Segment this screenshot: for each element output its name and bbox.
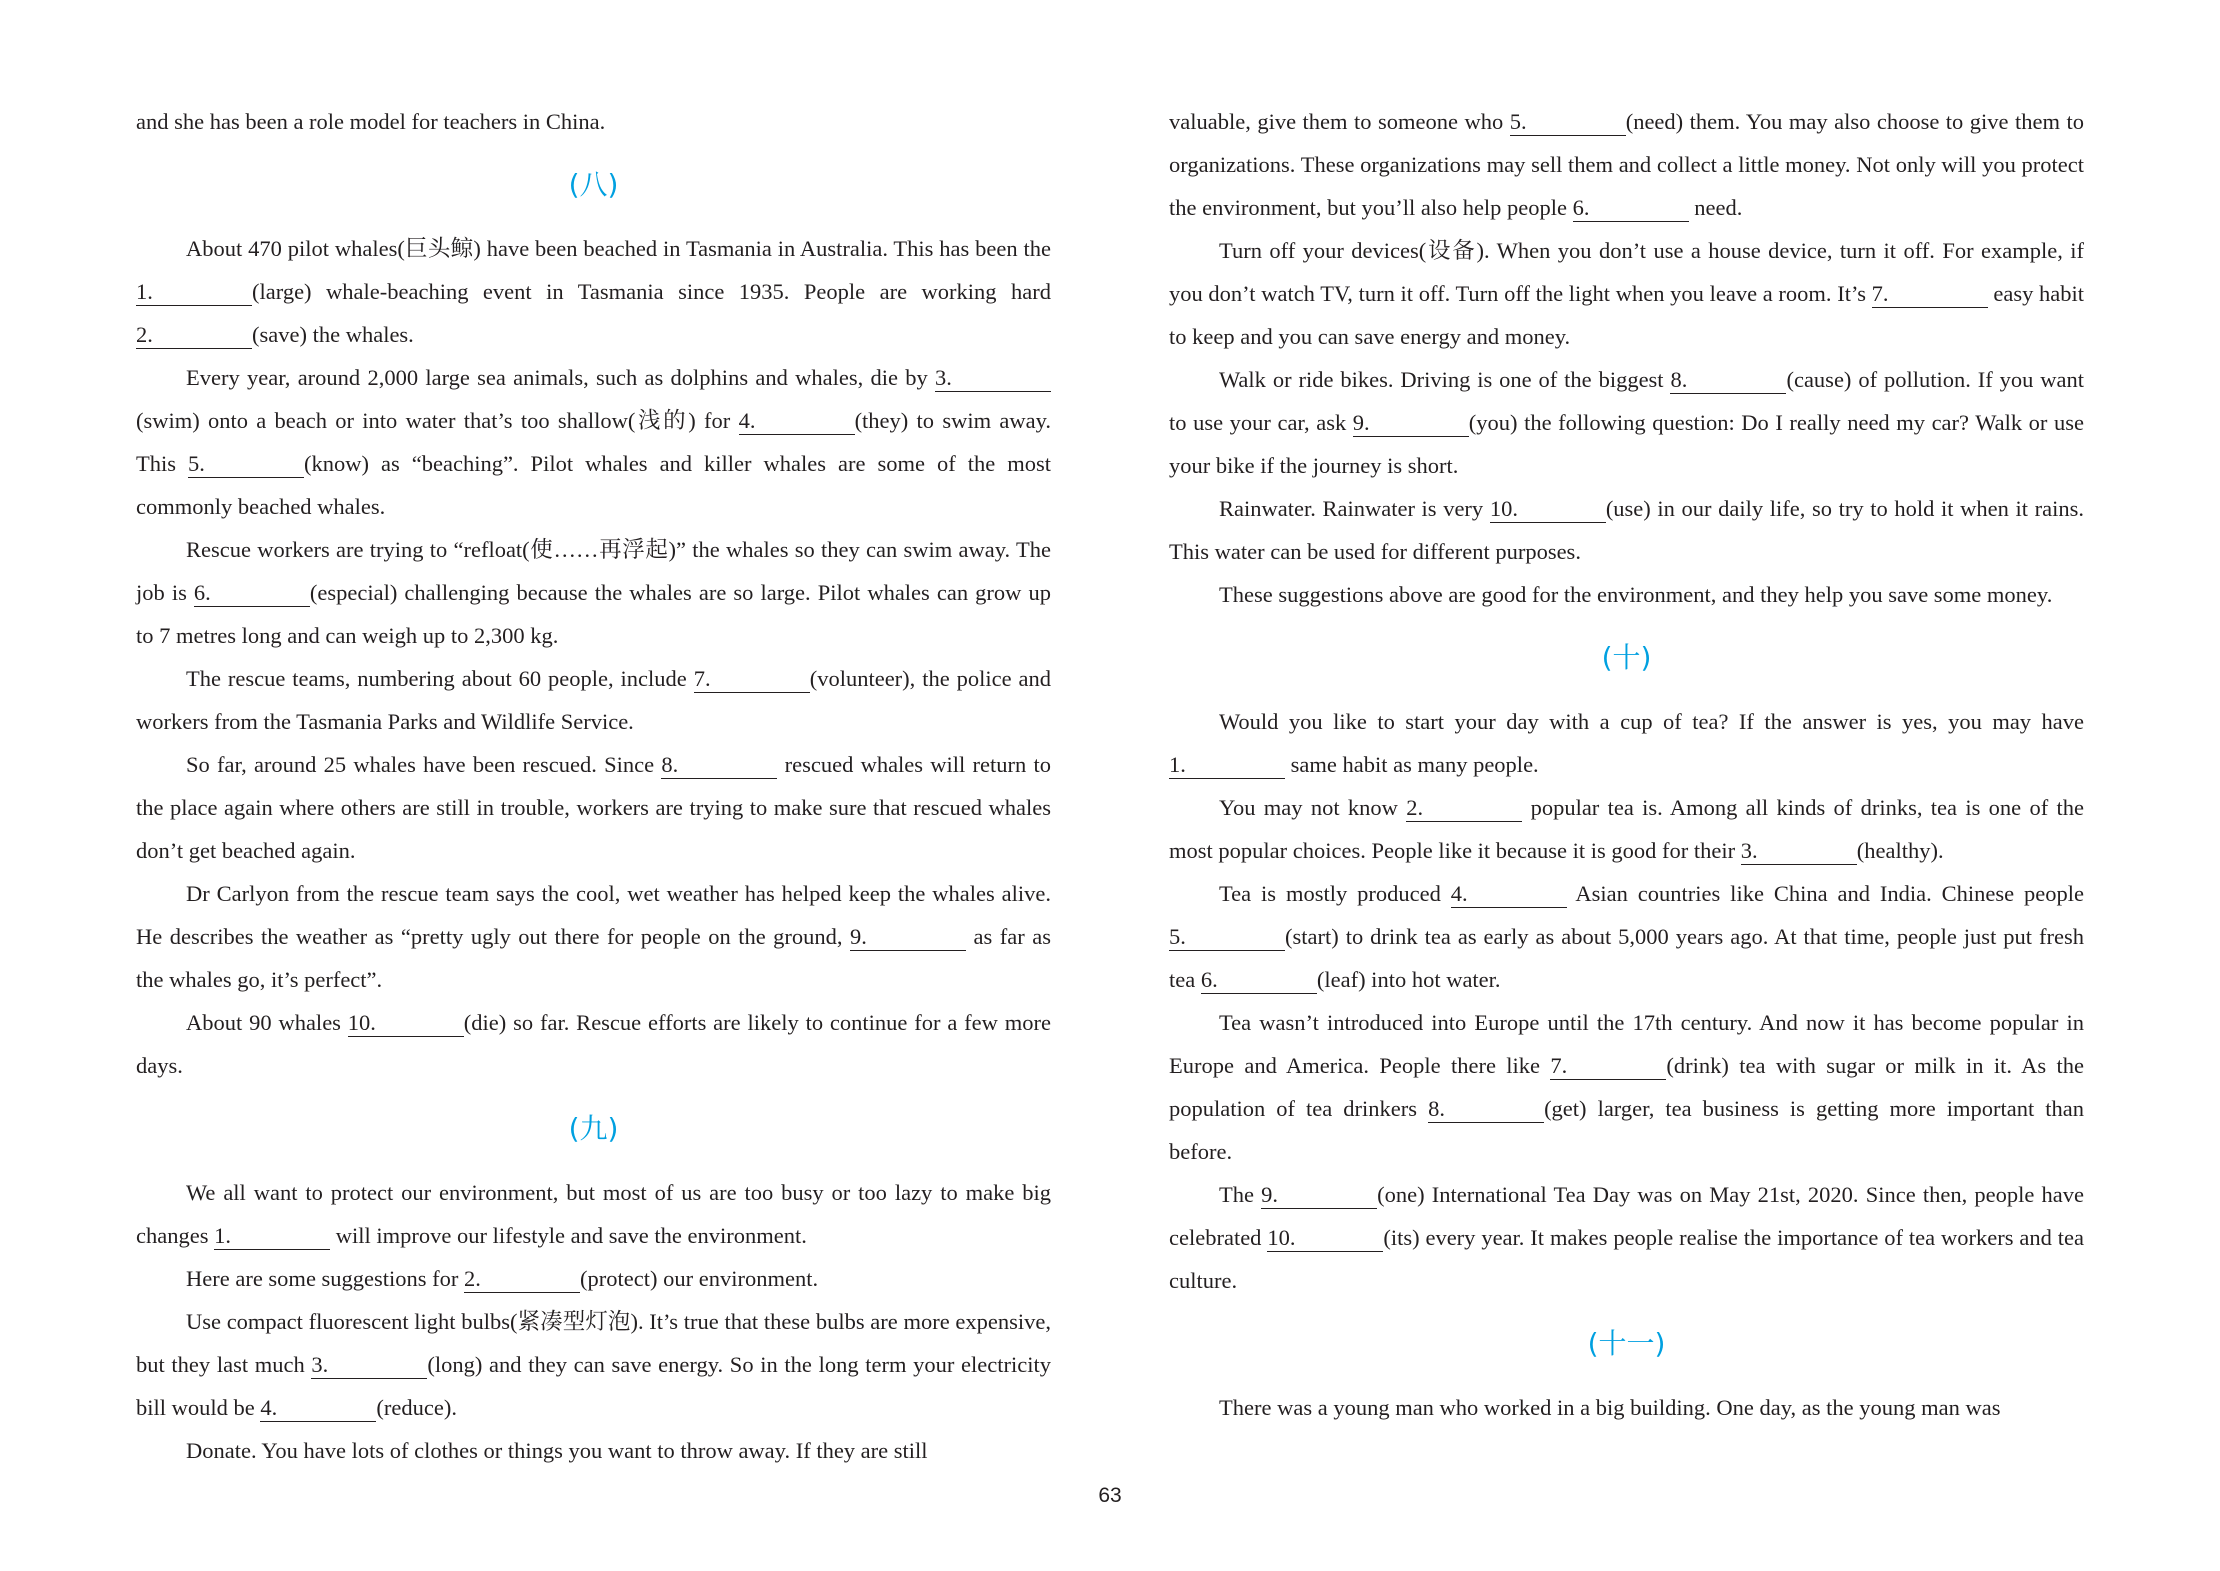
text: So far, around 25 whales have been rescued. Since [186, 752, 662, 777]
text: (especial) challenging because the whales are so large. Pilot whales can grow up to 7 metres long and can weigh up to 2,300 kg. [136, 580, 1051, 648]
answer-blank-7[interactable]: 7. [694, 666, 810, 693]
text: Use compact fluorescent light bulbs(紧凑型灯泡). It’s true that these bulbs are more expensive, but they last much [136, 1309, 1051, 1377]
answer-blank-5[interactable]: 5. [1169, 924, 1285, 951]
passage-7-ending [136, 100, 1051, 143]
text: (large) whale-beaching event in Tasmania since 1935. People are working hard [252, 279, 1051, 304]
text: Tea is mostly produced [1219, 881, 1451, 906]
text: will improve our lifestyle and save the environment. [330, 1223, 807, 1248]
answer-blank-1[interactable]: 1. [1169, 752, 1285, 779]
answer-blank-10[interactable]: 10. [1490, 496, 1606, 523]
text: same habit as many people. [1285, 752, 1539, 777]
text: These suggestions above are good for the environment, and they help you save some money. [1219, 582, 2053, 607]
section-9-paragraph-4 [136, 1429, 1051, 1472]
section-10-paragraph-5 [1169, 1173, 2084, 1302]
text: (cause) of pollution. If you want to use your car, ask [1169, 367, 2085, 435]
text: The rescue teams, numbering about 60 people, include [186, 666, 694, 691]
section-11-paragraph-1 [1169, 1386, 2084, 1429]
text: (volunteer), the police and workers from the Tasmania Parks and Wildlife Service. [136, 666, 1052, 734]
answer-blank-7[interactable]: 7. [1550, 1053, 1666, 1080]
text: (need) them. You may also choose to give them to organizations. These organizations may sell them and collect a little money. Not only will you protect the environment, but you’ll also help people [1169, 109, 2084, 220]
text: (healthy). [1856, 838, 1944, 863]
text: Here are some suggestions for [186, 1266, 465, 1291]
section-10-paragraph-1 [1169, 700, 2084, 786]
answer-blank-1[interactable]: 1. [136, 279, 252, 306]
answer-blank-9[interactable]: 9. [1261, 1182, 1377, 1209]
text: Turn off your devices(设备). When you don’t use a house device, turn it off. For example, if you don’t watch TV, turn it off. Turn off the light when you leave a room. It’s [1169, 238, 2084, 306]
text: Tea wasn’t introduced into Europe until the 17th century. And now it has become popular in Europe and America. People there like [1169, 1010, 2084, 1078]
answer-blank-5[interactable]: 5. [1510, 109, 1626, 136]
text: Donate. You have lots of clothes or things you want to throw away. If they are still [186, 1438, 928, 1463]
section-8-paragraph-3 [136, 528, 1051, 657]
text: Rainwater. Rainwater is very [1219, 496, 1490, 521]
answer-blank-3[interactable]: 3. [935, 365, 1051, 392]
answer-blank-6[interactable]: 6. [194, 580, 310, 607]
section-10-heading: (十) [1601, 641, 1652, 674]
section-9-paragraph-6 [1169, 358, 2084, 487]
text: There was a young man who worked in a big building. One day, as the young man was [1219, 1395, 2001, 1420]
text: (one) International Tea Day was on May 21st, 2020. Since then, people have celebrated [1169, 1182, 2084, 1250]
answer-blank-9[interactable]: 9. [1353, 410, 1469, 437]
answer-blank-1[interactable]: 1. [214, 1223, 330, 1250]
answer-blank-8[interactable]: 8. [661, 752, 777, 779]
text: rescued whales will return to the place again where others are still in trouble, workers are trying to make sure that rescued whales don’t get beached again. [136, 752, 1052, 863]
text: (start) to drink tea as early as about 5,000 years ago. At that time, people just put fresh tea [1169, 924, 2084, 992]
text: Asian countries like China and India. Chinese people [1566, 881, 2084, 906]
text: The [1219, 1182, 1262, 1207]
text: (drink) tea with sugar or milk in it. As the population of tea drinkers [1169, 1053, 2084, 1121]
answer-blank-8[interactable]: 8. [1670, 367, 1786, 394]
answer-blank-4[interactable]: 4. [1451, 881, 1567, 908]
section-8-paragraph-1 [136, 227, 1051, 356]
section-9-paragraph-5 [1169, 229, 2084, 358]
section-9-paragraph-3 [136, 1300, 1051, 1429]
answer-blank-10[interactable]: 10. [1267, 1225, 1383, 1252]
text: (they) to swim away. This [136, 408, 1051, 476]
text: Dr Carlyon from the rescue team says the cool, wet weather has helped keep the whales alive. He describes the weather as “pretty ugly out there for people on the ground, [136, 881, 1051, 949]
section-9-paragraph-2 [136, 1257, 1051, 1300]
text: About 470 pilot whales(巨头鲸) have been beached in Tasmania in Australia. This has been the [186, 236, 1051, 261]
answer-blank-2[interactable]: 2. [464, 1266, 580, 1293]
left-column [136, 100, 1051, 1472]
text: Every year, around 2,000 large sea animals, such as dolphins and whales, die by [186, 365, 935, 390]
text: (know) as “beaching”. Pilot whales and killer whales are some of the most commonly beached whales. [136, 451, 1051, 519]
text: Walk or ride bikes. Driving is one of the biggest [1219, 367, 1671, 392]
text: (long) and they can save energy. So in the long term your electricity bill would be [136, 1352, 1051, 1420]
answer-blank-6[interactable]: 6. [1201, 967, 1317, 994]
answer-blank-4[interactable]: 4. [260, 1395, 376, 1422]
text: valuable, give them to someone who [1169, 109, 1510, 134]
right-column [1169, 100, 2084, 1429]
text: (you) the following question: Do I really need my car? Walk or use your bike if the journey is short. [1169, 410, 2084, 478]
answer-blank-2[interactable]: 2. [136, 322, 252, 349]
answer-blank-5[interactable]: 5. [188, 451, 304, 478]
section-10-paragraph-2 [1169, 786, 2084, 872]
text: About 90 whales [186, 1010, 348, 1035]
section-10-paragraph-3 [1169, 872, 2084, 1001]
section-9-heading: (九) [568, 1112, 619, 1145]
answer-blank-9[interactable]: 9. [850, 924, 966, 951]
section-8-paragraph-4 [136, 657, 1051, 743]
answer-blank-7[interactable]: 7. [1872, 281, 1988, 308]
text: as far as the whales go, it’s perfect”. [136, 924, 1051, 992]
answer-blank-8[interactable]: 8. [1428, 1096, 1544, 1123]
section-10-paragraph-4 [1169, 1001, 2084, 1173]
section-9-paragraph-1 [136, 1171, 1051, 1257]
answer-blank-3[interactable]: 3. [311, 1352, 427, 1379]
text: (use) in our daily life, so try to hold it when it rains. This water can be used for different purposes. [1169, 496, 2085, 564]
section-8-paragraph-6 [136, 872, 1051, 1001]
section-8-paragraph-2 [136, 356, 1051, 528]
text: (leaf) into hot water. [1316, 967, 1501, 992]
text: (save) the whales. [252, 322, 414, 347]
section-8-heading: (八) [568, 168, 619, 201]
text: (its) every year. It makes people realise the importance of tea workers and tea culture. [1169, 1225, 2084, 1293]
text: (swim) onto a beach or into water that’s too shallow(浅的) for [136, 408, 739, 433]
text: easy habit to keep and you can save energy and money. [1169, 281, 2085, 349]
text: You may not know [1219, 795, 1407, 820]
answer-blank-4[interactable]: 4. [739, 408, 855, 435]
text: need. [1688, 195, 1743, 220]
text: popular tea is. Among all kinds of drinks, tea is one of the most popular choices. People like it because it is good for their [1169, 795, 2084, 863]
text: and she has been a role model for teachers in China. [136, 109, 606, 134]
section-9-paragraph-7 [1169, 487, 2084, 573]
text: (reduce). [376, 1395, 457, 1420]
section-9-paragraph-4-continued [1169, 100, 2084, 229]
section-8-paragraph-7 [136, 1001, 1051, 1087]
text: (get) larger, tea business is getting more important than before. [1169, 1096, 2084, 1164]
section-8-paragraph-5 [136, 743, 1051, 872]
answer-blank-2[interactable]: 2. [1406, 795, 1522, 822]
text: Would you like to start your day with a cup of tea? If the answer is yes, you may have [1219, 709, 2084, 734]
section-11-heading: (十一) [1587, 1327, 1666, 1360]
text: We all want to protect our environment, but most of us are too busy or too lazy to make big changes [136, 1180, 1051, 1248]
text: Rescue workers are trying to “refloat(使……再浮起)” the whales so they can swim away. The job is [136, 537, 1051, 605]
answer-blank-6[interactable]: 6. [1573, 195, 1689, 222]
answer-blank-10[interactable]: 10. [348, 1010, 464, 1037]
text: (protect) our environment. [580, 1266, 819, 1291]
page-number: 63 [1098, 1484, 1122, 1507]
text: (die) so far. Rescue efforts are likely to continue for a few more days. [136, 1010, 1051, 1078]
section-9-paragraph-8 [1169, 573, 2084, 616]
answer-blank-3[interactable]: 3. [1741, 838, 1857, 865]
